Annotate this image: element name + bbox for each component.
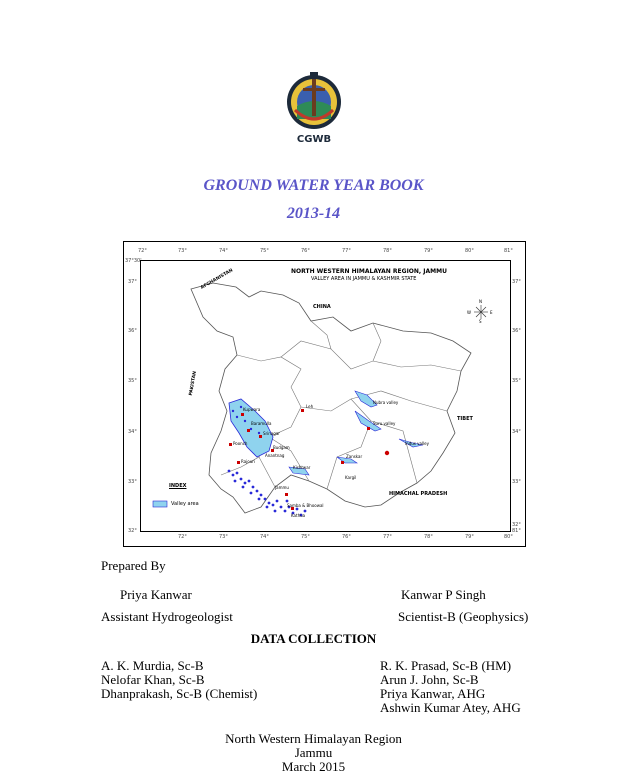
collector-left-1: Nelofar Khan, Sc-B <box>101 672 205 687</box>
collector-right-0: R. K. Prasad, Sc-B (HM) <box>380 658 512 673</box>
tick-top-8: 80° <box>465 248 474 254</box>
logo-text: CGWB <box>296 134 332 145</box>
prepared-by-heading: Prepared By <box>101 558 166 573</box>
label-samba: Samba & Bhoowal <box>287 503 324 508</box>
tick-left-1: 37° <box>128 279 137 285</box>
collector-right-3: Ashwin Kumar Atey, AHG <box>380 700 521 715</box>
label-suru: Suru valley <box>373 421 396 426</box>
collector-right-1: Arun J. John, Sc-B <box>380 672 479 687</box>
tick-bottom-6: 78° <box>424 534 433 540</box>
tick-bottom-1: 73° <box>219 534 228 540</box>
tick-left-3: 35° <box>128 378 137 384</box>
label-afghanistan: AFGHANISTAN <box>200 268 234 291</box>
tick-bottom-3: 75° <box>301 534 310 540</box>
map-area <box>140 260 511 532</box>
author-right-name: Kanwar P Singh <box>401 587 486 602</box>
tick-top-2: 74° <box>219 248 228 254</box>
label-anantnag: Anantnag <box>265 453 285 458</box>
label-zanskar: Zanskar <box>346 454 363 459</box>
label-china: CHINA <box>313 304 331 310</box>
tick-right-3: 34° <box>512 429 521 435</box>
tick-top-4: 76° <box>301 248 310 254</box>
legend-valley-label: Valley area <box>171 501 199 507</box>
compass-s: S <box>479 319 482 324</box>
tick-right-4: 33° <box>512 479 521 485</box>
label-baramulla: Baramulla <box>251 421 272 426</box>
map-title: NORTH WESTERN HIMALAYAN REGION, JAMMU <box>291 268 447 275</box>
tick-bottom-5: 77° <box>383 534 392 540</box>
tick-left-0: 37°30' <box>125 258 142 264</box>
tick-left-4: 34° <box>128 429 137 435</box>
tick-left-5: 33° <box>128 479 137 485</box>
footer-city: Jammu <box>294 745 333 760</box>
label-srinagar: Srinagar <box>263 431 280 436</box>
legend-title: INDEX <box>169 483 187 489</box>
footer-organization: North Western Himalayan Region <box>225 731 402 746</box>
label-himachal: HIMACHAL PRADESH <box>389 491 448 497</box>
tick-top-1: 73° <box>178 248 187 254</box>
tick-bottom-2: 74° <box>260 534 269 540</box>
tick-right-2: 35° <box>512 378 521 384</box>
tick-bottom-8: 80° <box>504 534 513 540</box>
tick-bottom-0: 72° <box>178 534 187 540</box>
collector-left-2: Dhanprakash, Sc-B (Chemist) <box>101 686 258 701</box>
tick-top-6: 78° <box>383 248 392 254</box>
data-collection-heading: DATA COLLECTION <box>250 631 377 646</box>
region-map <box>123 241 526 547</box>
tick-top-0: 72° <box>138 248 147 254</box>
footer-date: March 2015 <box>281 759 346 774</box>
jk-state-map <box>141 261 510 531</box>
compass-n: N <box>479 299 482 304</box>
tick-left-2: 36° <box>128 328 137 334</box>
author-right-role: Scientist-B (Geophysics) <box>398 609 529 624</box>
tick-right-0: 37° <box>512 279 521 285</box>
label-leh: Leh <box>306 404 314 409</box>
label-pakistan: PAKISTAN <box>188 370 198 397</box>
collector-right-2: Priya Kanwar, AHG <box>380 686 486 701</box>
document-year: 2013-14 <box>286 205 341 222</box>
tick-right-1: 36° <box>512 328 521 334</box>
label-indus: Indus valley <box>405 441 430 446</box>
tick-bottom-9: 81° <box>512 528 521 534</box>
tick-top-3: 75° <box>260 248 269 254</box>
tick-bottom-4: 76° <box>342 534 351 540</box>
label-jammu: Jammu <box>275 485 289 490</box>
label-kargil: Kargil <box>345 475 357 480</box>
document-title: GROUND WATER YEAR BOOK <box>203 177 424 194</box>
collector-left-0: A. K. Murdia, Sc-B <box>101 658 204 673</box>
author-left-name: Priya Kanwar <box>120 587 192 602</box>
label-poonch: Poonch <box>233 441 248 446</box>
tick-right-5: 32° <box>512 522 521 528</box>
label-budgam: Budgam <box>273 445 290 450</box>
label-kishtwar: Kishtwar <box>293 465 311 470</box>
tick-top-7: 79° <box>424 248 433 254</box>
tick-top-9: 81° <box>504 248 513 254</box>
cgwb-logo <box>283 66 345 152</box>
compass-e: E <box>490 310 493 315</box>
label-tibet: TIBET <box>457 416 473 422</box>
map-subtitle: VALLEY AREA IN JAMMU & KASHMIR STATE <box>311 276 417 282</box>
label-kupwara: Kupwara <box>243 407 261 412</box>
label-kathua: Kathua <box>291 513 306 518</box>
tick-bottom-7: 79° <box>465 534 474 540</box>
label-rajouri: Rajouri <box>241 459 255 464</box>
tick-top-5: 77° <box>342 248 351 254</box>
compass-w: W <box>467 310 471 315</box>
author-left-role: Assistant Hydrogeologist <box>101 609 233 624</box>
label-nubra: Nubra valley <box>373 400 399 405</box>
tick-left-6: 32° <box>128 528 137 534</box>
